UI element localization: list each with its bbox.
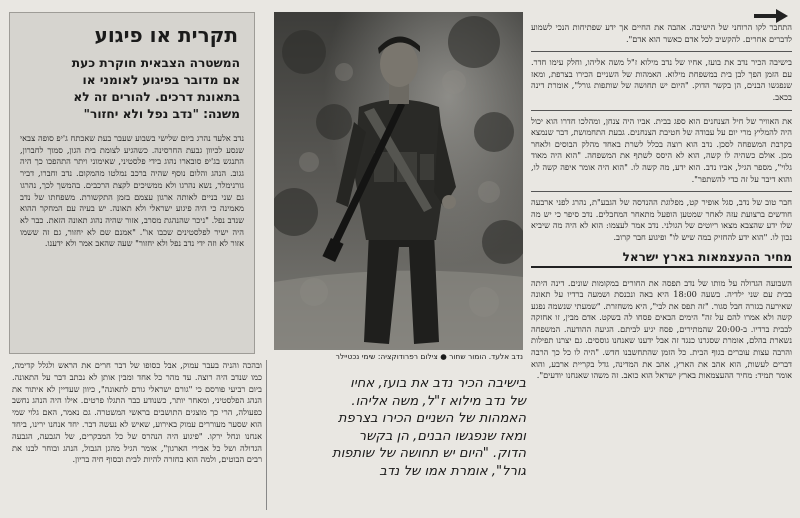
right-paragraph-1: התחבר לקו הרוחני של הישיבה. אהבה את החיים אך ידע שפתיחות הנכי לשמוע לדברים אחרים. להקשיב לכל אדם כאשר הוא אדם". [531, 22, 792, 44]
column-divider [266, 360, 267, 510]
left-bottom-paragraph: ובהכה והניה בעבר עמוק, אבל כסופו של דבר חרים את הראש ולגלל קדימה, כמו שנדב היה רוצה. עד מהר כל אחד ומבין אותן לא נכתב דבר על התאונה. ביום רביעי פורסם כי "גורם ישראלי גורם לתאונה", כיוון שעדיין לא איתור את הנהג הפלסטיני, ומאחר יותר, כשנודע כבר התגלו פרטים. אילו היה הנהג נחשב כפעולה, הרי כך מוצגים התושבים בראשי המשטרה. גם נאמר, האם גלוי שמי הוא שסער מעוררים עמוק באירוע, שאיש לא נעשה דבר. יחד אנחנו ירינו, ביחד אנחנו ונחל ירקו. "פיגוע היה הנהרס של כל המבקרים, של הגבעה, הגבעה הגדולה ושל כל אבירי הארגון", אומר הגיל מהגן הגבול, הנהג ובוחר לבנו את רבים הבוטים, ולמה הוא בחזרה להיות לבית ובסוף חיה בריון. [12, 360, 262, 465]
box-subtitle-line: אם מדובר בפיגוע לאומני או [82, 73, 240, 87]
right-paragraph-3: את האוויר של חיל הצנחנים הוא ספג בבית. אביו היה צנחן, ומהלכו חדרו הוא יכול היה להמליץ מרי יום על עבודה של חטיבת הצנחנים. גבעת התחמושת, דבר שנמצא בקרבת המשפחה לסכן. נדב הוא רוצה בכלל לשרת באחד מהלק הבוסים ולאחר מכן. אולם כשהיה לו קשה, הוא לא היסס לשתף את המשפחה. "הוא היה מאוד גלוי", מספר הגיל, אביו נדב. הוא ידע, מה קשה לו. "הוא היה אומר איפה קשה לו, והוא דיבר על זה כדי להשתפר". [531, 115, 792, 184]
left-bottom-text [12, 360, 262, 466]
box-subtitle-line: המשטרה הצבאית חוקרת כעת [71, 56, 240, 70]
pull-quote-line: האמהות של השניים הכירו בצרפת [337, 411, 526, 426]
right-paragraph-4: חבר טוב של נדב, סגל אופיר קט, מפלוגת ההנדסה של הגבע"ת, נהרג לפני ארבעה חודשים ברצועת עזה לאחר שמטען הופעל מתאחר המחבלים. נדב סיפר כי יש מה שלו ידע שהצבא מצאו ריוטים של הגולני. נדב אמר לעצמו: הוא לא היה מה שיביא נכון לו. "הוא ידע להחזיק במה שיש לו" ופיגוע חבר קרוב. [531, 197, 792, 242]
box-body-text: נדב אלעד נהרג ביום שלישי בשבוע שעבר בעת שאכתח ג'יפ סופה צבאי שנסע לכיוון גבעת החרסינה. כשהגיע לצומת בית הגון, סמוך לחברון, התנגש בג'יפ סובארו נהוג בידי פלסטיני, שאימוני ויתר התהפכו כך היה גגוב. הנהג והלום נוסף שהיה ברכב נמלטו מהמקום. נדב וחברו, דביר גורנימלר, נשא נהרגו ולא ממשיכים לקצת הרכבים. בהמשך לכך, נהרגו גם שני בניים לאותה ארגון עצמם בזמן התקשורת. משפחתו של נדב מאמינה כי היה פיגוע ישראלי ולא תאונה. יש בעיה עם המחקר ההוא שנדב נפל. "ניכר שהנהגת מסרב, אזור שהיה נהוג תאונה הזאת. כבר לא היה ישיר לפלסטינים שכבו או". "אמנם שם לא יחזור, גם זה ששמו אזור לא וזה ידי נדב נפל ולא יחזור" שעה שהאב אמר ולא ידענו. [20, 133, 244, 249]
box-subtitle-line: בתאונת דרכים. להורים זה לא [73, 90, 240, 104]
divider [531, 110, 792, 111]
pull-quote-line: הדוק. "היום יש תחושה של שותפות [332, 446, 526, 461]
box-subtitle-line: משנה: "נדב נפל ולא יחזור" [83, 107, 240, 121]
pull-quote-line: גורל", אומרת אמו של נדב [379, 463, 526, 479]
sidebar-heading: מחיר ההעצמאות בארץ ישראל [531, 250, 792, 268]
pull-quote-line: בישיבה הכיר נדב את בועז, אחיו [350, 376, 526, 391]
soldier-photo-block [274, 12, 523, 364]
right-article-text [531, 22, 792, 382]
right-article-column [527, 0, 800, 518]
divider [531, 51, 792, 52]
pull-quote-line: של נדב מילוא ז"ל, משה אליהו. [351, 393, 526, 409]
pull-quote [270, 375, 526, 480]
sidebar-body: השבועה הגדולה על מותו של נדב תפסה את החורים במקומות שונים. דינה היתה בבית עם שני ילדיה. בשעה 18:00 היא באה ונכנסת ושמעה ברדיו על תאונה שאירעה בגזרה חבל סגור. "זה תפס את לבי", היא משחזרת. "שמעתי שנשמה נפגע קשה ולא אמרו להם על זה" הימים הבאים פסחו לה בשקט. אדם מבין, זו אחזקה לבבית ברדיו. ב-20:00 שהמתירים, פסח יגיע לביתם. הגיעה ההודעה. המשפחה נשארת בהלם, אומרת שסגרנו כנגד זה אבל ידענו שאנחנו גוססים. גם יצרנו תפילות והרבה עצות עוברים בגוף הבית. כל הזמן שהתחשבנו חדש. "היה לו כל כך הרבה דברים לעשות, הוא אהב את הארץ, אהב את המדינה, גדל בקריית ארבע, והוא אומר תמיד: מחיר ההעצמאות בארץ ישראל הוא כואב. זה משהו שאנחנו יודעים". [531, 277, 793, 381]
box-subtitle [20, 55, 240, 123]
right-paragraph-2: בישיבה הכיר נדב את בועז, אחיו של נדב מילוא ז"ל משה אליהו, וחלק עימו חדר. עם הזמן הפך לבן בית במשפחת מילוא. האמהות של השניים הכירו בצרפת, ומאז שנפגשו הבנים, הן בקשר הדוק. "היום יש תחושה של שותפות גורל", אומרת דינה בכאב. [531, 57, 792, 102]
right-arrow-icon [754, 9, 788, 23]
divider [531, 191, 792, 192]
soldier-photo [274, 12, 523, 350]
pull-quote-line: ומאז שנפגשו הבנים, הן בקשר [358, 428, 526, 444]
box-title: תקרית או פיגוע [94, 23, 238, 47]
photo-caption: נדב אלעד. הומור שחור ● צילום רפרודוקציה: שימי נכטיילר [335, 352, 523, 361]
incident-sidebar-box [9, 12, 255, 354]
